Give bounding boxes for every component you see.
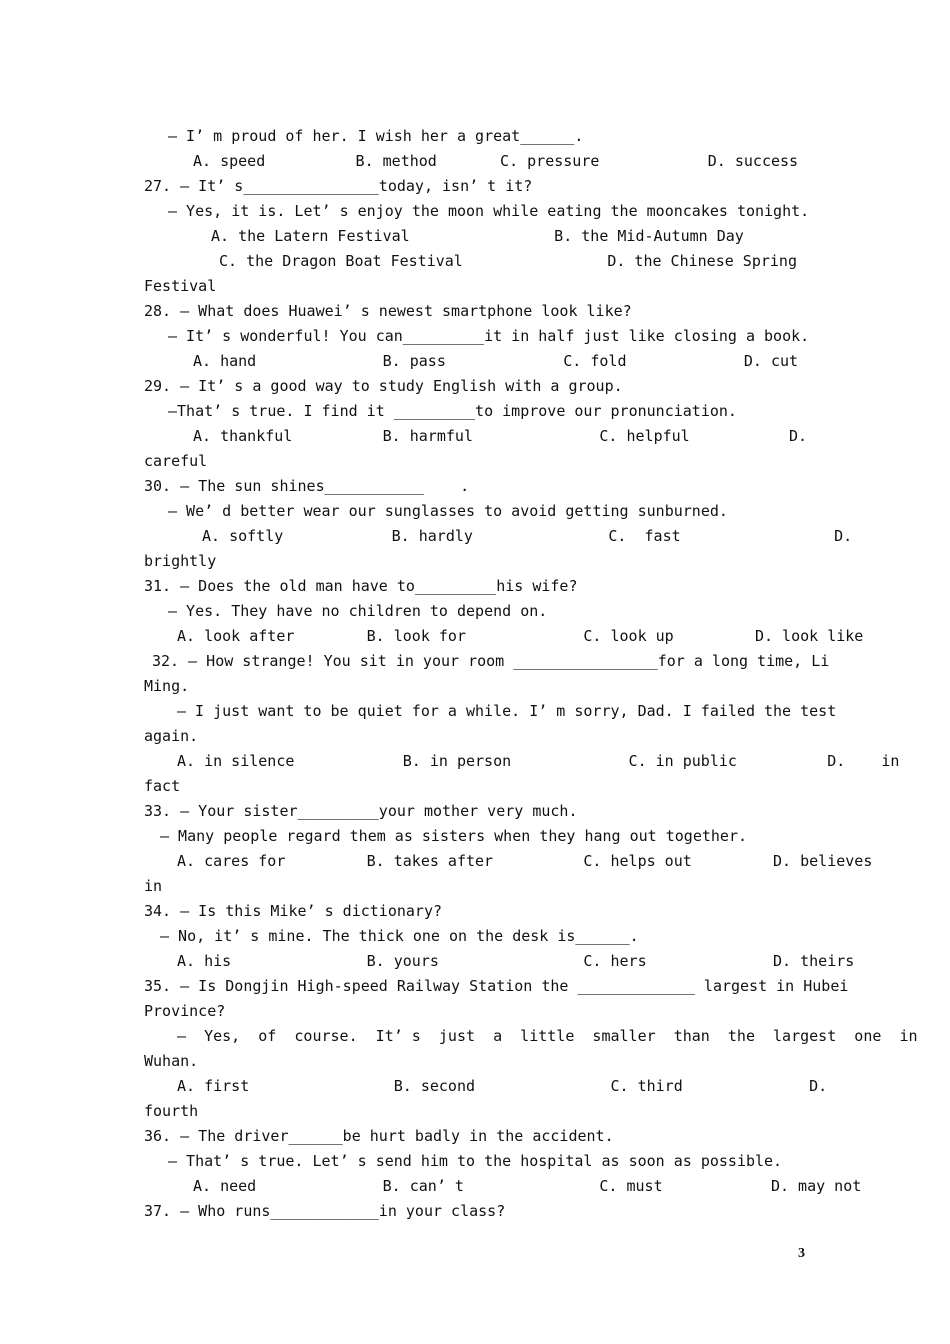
text-line: —That’ s true. I find it _________to improve our pronunciation. xyxy=(168,402,737,420)
text-line: A. thankful B. harmful C. helpful D. xyxy=(193,427,808,445)
page-number: 3 xyxy=(798,1246,805,1261)
text-line: Province? xyxy=(144,1002,226,1020)
text-line: — We’ d better wear our sunglasses to avoid getting sunburned. xyxy=(168,502,728,520)
text-line: 32. — How strange! You sit in your room ________________for a long time, Li xyxy=(152,652,830,670)
text-line: 30. — The sun shines___________ . xyxy=(144,477,470,495)
text-line: — That’ s true. Let’ s send him to the hospital as soon as possible. xyxy=(168,1152,783,1170)
text-line: 28. — What does Huawei’ s newest smartphone look like? xyxy=(144,302,632,320)
text-line: A. softly B. hardly C. fast D. xyxy=(202,527,853,545)
text-line: fourth xyxy=(144,1102,199,1120)
text-line: A. cares for B. takes after C. helps out D. believes xyxy=(177,852,873,870)
text-line: Ming. xyxy=(144,677,190,695)
text-line: 31. — Does the old man have to_________his wife? xyxy=(144,577,578,595)
text-line: A. the Latern Festival B. the Mid-Autumn Day xyxy=(211,227,744,245)
text-line: 35. — Is Dongjin High-speed Railway Station the _____________ largest in Hubei xyxy=(144,977,849,995)
text-line: — No, it’ s mine. The thick one on the desk is______. xyxy=(160,927,639,945)
text-line: A. hand B. pass C. fold D. cut xyxy=(193,352,799,370)
text-line: — I just want to be quiet for a while. I’ m sorry, Dad. I failed the test xyxy=(177,702,837,720)
text-line: A. in silence B. in person C. in public D. in xyxy=(177,752,900,770)
text-line: 34. — Is this Mike’ s dictionary? xyxy=(144,902,443,920)
text-line: 33. — Your sister_________your mother very much. xyxy=(144,802,578,820)
text-line: — I’ m proud of her. I wish her a great______. xyxy=(168,127,584,145)
text-line: careful xyxy=(144,452,208,470)
text-line: — Yes. They have no children to depend on. xyxy=(168,602,548,620)
text-line: A. need B. can’ t C. must D. may not xyxy=(193,1177,862,1195)
text-line: Festival xyxy=(144,277,217,295)
text-line: Wuhan. xyxy=(144,1052,199,1070)
text-line: again. xyxy=(144,727,199,745)
text-line: C. the Dragon Boat Festival D. the Chinese Spring xyxy=(219,252,797,270)
text-line: — It’ s wonderful! You can_________it in half just like closing a book. xyxy=(168,327,810,345)
text-line: A. look after B. look for C. look up D. look like xyxy=(177,627,864,645)
text-line: 29. — It’ s a good way to study English with a group. xyxy=(144,377,623,395)
text-line: brightly xyxy=(144,552,217,570)
text-line: — Many people regard them as sisters when they hang out together. xyxy=(160,827,747,845)
text-line: — Yes, it is. Let’ s enjoy the moon while eating the mooncakes tonight. xyxy=(168,202,810,220)
text-line: A. speed B. method C. pressure D. success xyxy=(193,152,799,170)
text-line: — Yes, of course. It’ s just a little smaller than the largest one in xyxy=(177,1027,918,1045)
text-line: A. first B. second C. third D. xyxy=(177,1077,828,1095)
text-line: fact xyxy=(144,777,181,795)
text-line: 27. — It’ s_______________today, isn’ t it? xyxy=(144,177,533,195)
text-line: A. his B. yours C. hers D. theirs xyxy=(177,952,855,970)
text-line: 36. — The driver______be hurt badly in the accident. xyxy=(144,1127,614,1145)
text-line: 37. — Who runs____________in your class? xyxy=(144,1202,506,1220)
text-line: in xyxy=(144,877,163,895)
